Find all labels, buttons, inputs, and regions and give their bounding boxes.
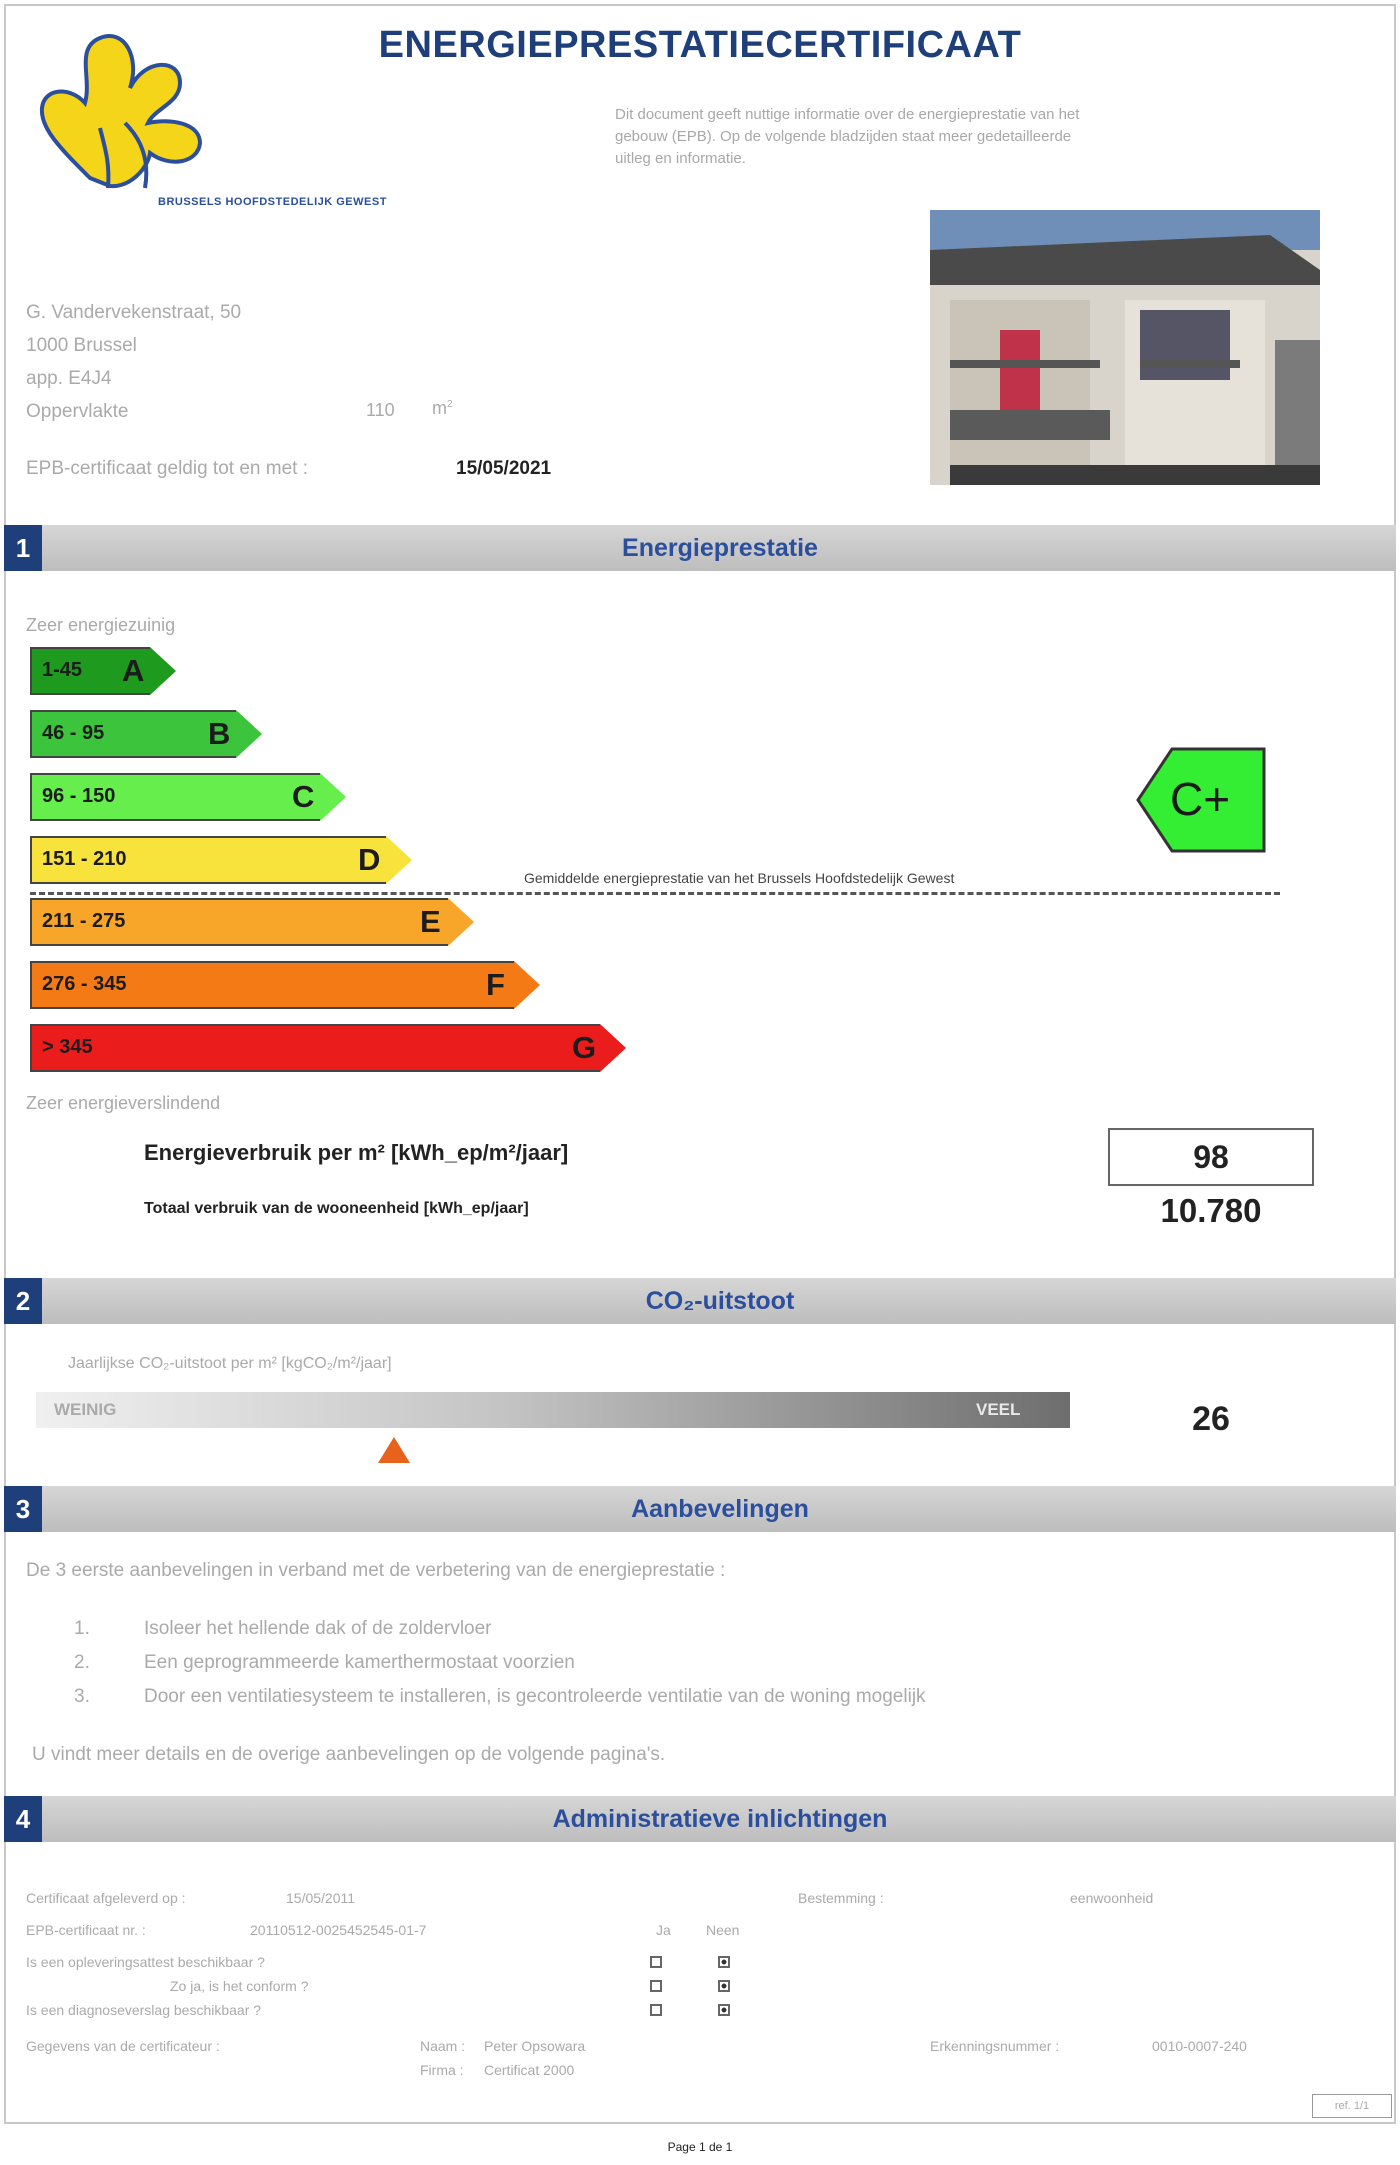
surface-label: Oppervlakte [26, 401, 129, 422]
energy-band-range: 151 - 210 [42, 848, 127, 870]
consumption-value: 98 [1108, 1128, 1314, 1186]
certifier-label: Gegevens van de certificateur : [26, 2038, 220, 2054]
energy-band-range: 276 - 345 [42, 973, 127, 995]
approval-number-value: 0010-0007-240 [1152, 2038, 1247, 2054]
energy-band-body [30, 1024, 600, 1072]
energy-band-letter: B [208, 716, 231, 751]
energy-band-d [30, 836, 412, 884]
section-title: Energieprestatie [622, 534, 818, 562]
certifier-name-label: Naam : [420, 2038, 466, 2054]
page-title: ENERGIEPRESTATIECERTIFICAAT [378, 24, 1022, 66]
page-footer: Page 1 de 1 [667, 2140, 733, 2154]
energy-band-arrow-icon [448, 898, 474, 946]
consumption-label: Energieverbruik per m² [kWh_ep/m²/jaar] [144, 1140, 569, 1165]
section-energy-header [4, 525, 1396, 571]
building-photo [930, 210, 1320, 485]
energy-band-range: 211 - 275 [42, 910, 126, 932]
reference-label: Gemiddelde energieprestatie van het Brussels Hoofdstedelijk Gewest [524, 870, 955, 886]
scale-bottom-label: Zeer energieverslindend [26, 1093, 221, 1113]
certifier-name-value: Peter Opsowara [484, 2038, 586, 2054]
validity-date: 15/05/2021 [456, 458, 552, 479]
energy-band-letter: C [292, 779, 315, 814]
list-item: 2. Een geprogrammeerde kamerthermostaat voorzien [74, 1652, 575, 1673]
apartment: app. E4J4 [26, 368, 112, 389]
certificate-number-value: 20110512-0025452545-01-7 [250, 1922, 427, 1938]
co2-gradient-bar [36, 1392, 1070, 1428]
checkbox-q1-no[interactable] [718, 1956, 730, 1968]
energy-band-arrow-icon [386, 836, 412, 884]
energy-band-letter: F [486, 967, 505, 1002]
checkbox-q2-yes[interactable] [650, 1980, 662, 1992]
checkbox-q3-no[interactable] [718, 2004, 730, 2016]
energy-band-g [30, 1024, 626, 1072]
approval-number-label: Erkenningsnummer : [930, 2038, 1060, 2054]
energy-band-range: 46 - 95 [42, 722, 105, 744]
destination-value: eenwoonheid [1070, 1890, 1154, 1906]
section-title: CO₂-uitstoot [645, 1287, 795, 1315]
checkbox-q2-no[interactable] [718, 1980, 730, 1992]
reference-box: ref. 1/1 [1312, 2094, 1392, 2118]
section-title: Aanbevelingen [631, 1495, 809, 1523]
intro-text: Dit document geeft nuttige informatie over de energieprestatie van het gebouw (EPB). Op de volgende bladzijden staat meer gedetailleerde uitleg en informatie. [615, 106, 1080, 167]
energy-band-a [30, 647, 176, 695]
co2-marker-icon [378, 1437, 410, 1463]
question-diagnosis: Is een diagnoseverslag beschikbaar ? [26, 2002, 262, 2018]
energy-band-range: 1-45 [42, 659, 83, 681]
issued-label: Certificaat afgeleverd op : [26, 1890, 186, 1906]
column-yes: Ja [656, 1922, 671, 1938]
scale-top-label: Zeer energiezuinig [26, 615, 176, 635]
issued-value: 15/05/2011 [286, 1890, 356, 1906]
list-item: 1. Isoleer het hellende dak of de zoldervloer [74, 1618, 492, 1639]
logo-caption: BRUSSELS HOOFDSTEDELIJK GEWEST [158, 196, 387, 208]
energy-band-arrow-icon [320, 773, 346, 821]
address-city: 1000 Brussel [26, 335, 137, 356]
energy-band-arrow-icon [236, 710, 262, 758]
co2-subtitle: Jaarlijkse CO₂-uitstoot per m² [kgCO₂/m²/jaar] [68, 1355, 392, 1372]
energy-band-range: > 345 [42, 1036, 93, 1058]
energy-band-e [30, 898, 474, 946]
section-number: 2 [4, 1278, 42, 1324]
question-conform: Zo ja, is het conform ? [170, 1978, 309, 1994]
question-delivery-cert: Is een opleveringsattest beschikbaar ? [26, 1954, 265, 1970]
section-number: 4 [4, 1796, 42, 1842]
address-street: G. Vandervekenstraat, 50 [26, 302, 242, 323]
section-number: 1 [4, 525, 42, 571]
recommendations-outro: U vindt meer details en de overige aanbevelingen op de volgende pagina's. [32, 1744, 666, 1765]
section-recommendations-header [4, 1486, 1396, 1532]
list-item: 3. Door een ventilatiesysteem te installeren, is gecontroleerde ventilatie van de woning mogelijk [74, 1686, 926, 1707]
energy-band-letter: D [358, 842, 381, 877]
validity-label: EPB-certificaat geldig tot en met : [26, 458, 308, 479]
reference-line [30, 892, 1280, 895]
energy-band-arrow-icon [600, 1024, 626, 1072]
surface-unit: $m^2$ [432, 398, 453, 418]
column-no: Neen [706, 1922, 740, 1938]
co2-high-label: VEEL [976, 1400, 1021, 1419]
total-consumption-value: 10.780 [1160, 1192, 1262, 1229]
section-number: 3 [4, 1486, 42, 1532]
energy-band-arrow-icon [514, 961, 540, 1009]
co2-value: 26 [1192, 1400, 1230, 1438]
surface-value: 110 [366, 400, 395, 420]
energy-band-f [30, 961, 540, 1009]
section-title: Administratieve inlichtingen [552, 1805, 888, 1833]
section-admin-header [4, 1796, 1396, 1842]
certifier-firm-label: Firma : [420, 2062, 464, 2078]
destination-label: Bestemming : [798, 1890, 884, 1906]
current-class-value: C+ [1170, 773, 1231, 825]
energy-band-b [30, 710, 262, 758]
energy-band-c [30, 773, 346, 821]
energy-band-letter: E [420, 904, 441, 939]
address-block [26, 296, 241, 428]
certificate-number-label: EPB-certificaat nr. : [26, 1922, 146, 1938]
co2-low-label: WEINIG [54, 1400, 117, 1419]
brussels-iris-logo [30, 28, 250, 218]
energy-band-range: 96 - 150 [42, 785, 116, 807]
energy-band-letter: G [572, 1030, 597, 1065]
certifier-firm-value: Certificat 2000 [484, 2062, 575, 2078]
energy-band-letter: A [122, 653, 145, 688]
total-consumption-label: Totaal verbruik van de wooneenheid [kWh_ep/jaar] [144, 1200, 529, 1217]
checkbox-q1-yes[interactable] [650, 1956, 662, 1968]
checkbox-q3-yes[interactable] [650, 2004, 662, 2016]
recommendations-intro: De 3 eerste aanbevelingen in verband met de verbetering van de energieprestatie : [26, 1560, 726, 1581]
section-co2-header [4, 1278, 1396, 1324]
energy-band-arrow-icon [150, 647, 176, 695]
